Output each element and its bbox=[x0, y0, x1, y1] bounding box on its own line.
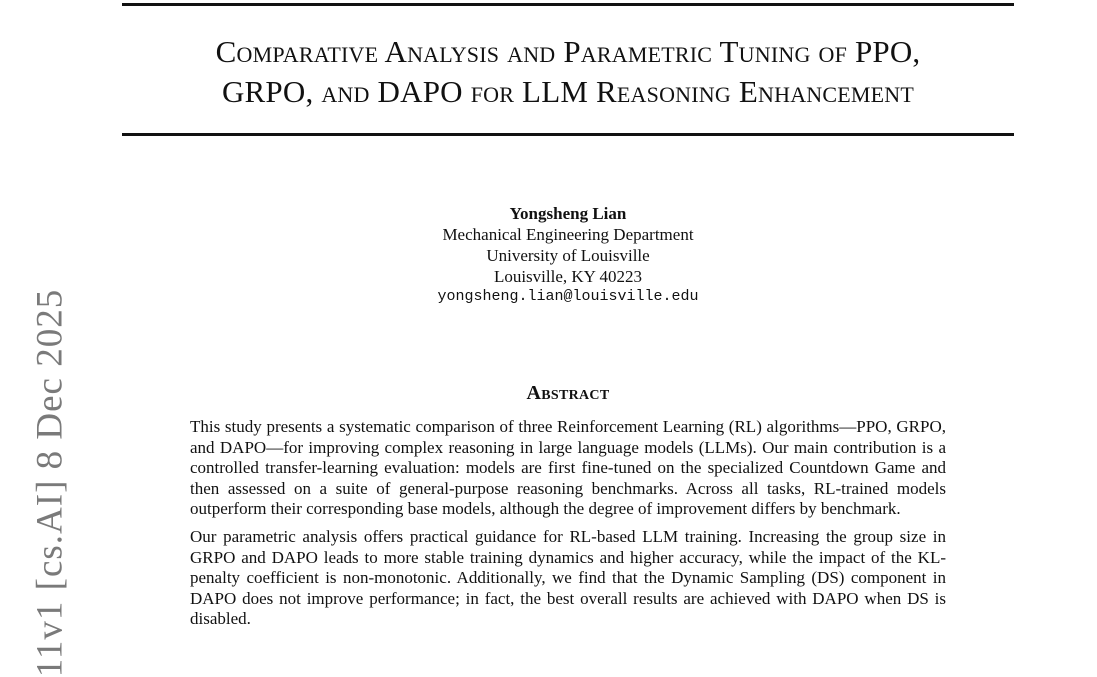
abstract-paragraph-1: This study presents a systematic comparison of three Reinforcement Learning (RL) algorithms—PPO, GRPO, and DAPO—for improving complex reasoning in large language models (LLMs). Our main contribution is a controlled transfer-learning evaluation: models are first fine-tuned on the specialized Countdown Game and then assessed on a suite of general-purpose reasoning benchmarks. Across all tasks, RL-trained models outperform their corresponding base models, although the degree of improvement differs by benchmark. bbox=[190, 417, 946, 519]
abstract-body bbox=[190, 417, 946, 637]
title-top-rule bbox=[122, 3, 1014, 6]
author-block bbox=[368, 203, 768, 307]
author-department: Mechanical Engineering Department bbox=[442, 225, 694, 244]
author-name: Yongsheng Lian bbox=[509, 204, 627, 223]
arxiv-side-stamp: 11v1 [cs.AI] 8 Dec 2025 bbox=[29, 288, 71, 677]
abstract-paragraph-2: Our parametric analysis offers practical guidance for RL-based LLM training. Increasing the group size in GRPO and DAPO leads to more stable training dynamics and higher accuracy, while the impact of the KL-penalty coefficient is non-monotonic. Additionally, we find that the Dynamic Sampling (DS) component in DAPO does not improve performance; in fact, the best overall results are achieved with DAPO when DS is disabled. bbox=[190, 526, 946, 629]
author-email: yongsheng.lian@louisville.edu bbox=[437, 288, 699, 305]
title-bottom-rule bbox=[122, 133, 1014, 136]
paper-title-line-2: GRPO, and DAPO for LLM Reasoning Enhancement bbox=[221, 74, 915, 109]
abstract-heading: Abstract bbox=[526, 382, 610, 404]
paper-title-line-1: Comparative Analysis and Parametric Tuning of PPO, bbox=[215, 34, 921, 69]
paper-title bbox=[122, 32, 1014, 112]
author-location: Louisville, KY 40223 bbox=[493, 267, 643, 286]
author-university: University of Louisville bbox=[486, 246, 650, 265]
